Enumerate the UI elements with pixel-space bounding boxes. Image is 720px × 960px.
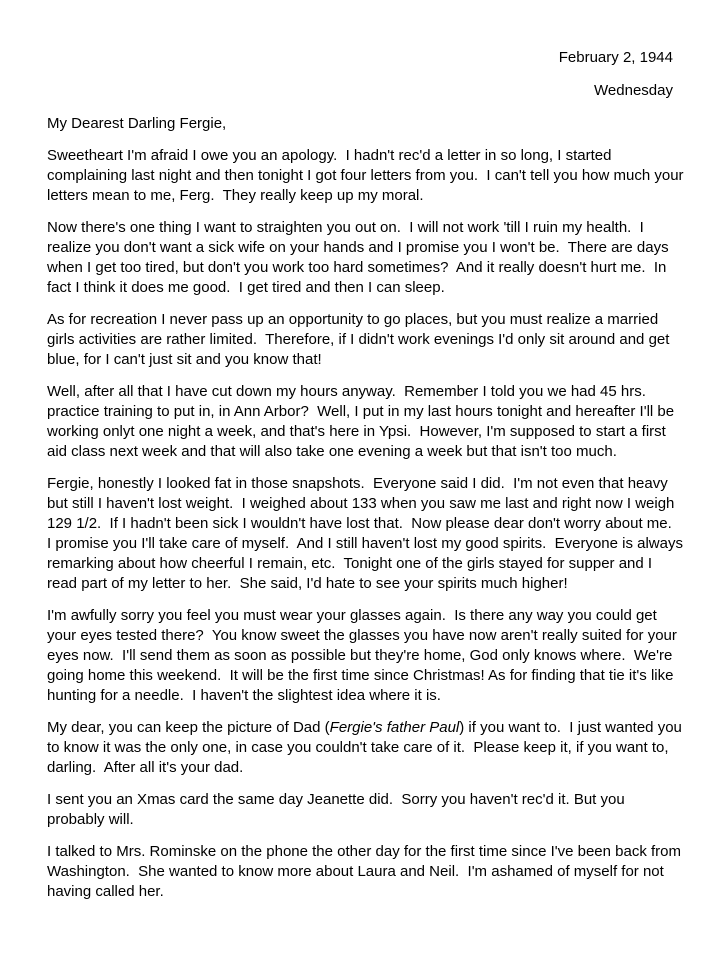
letter-line: complaining last night and then tonight I got four letters from you. I can't tell you how much your [47,167,684,184]
letter-line: realize you don't want a sick wife on your hands and I promise you I won't be. There are days [47,239,669,256]
editor-note-italic: Fergie's father Paul [329,719,460,736]
letter-line: I promise you I'll take care of myself. And I still haven't lost my good spirits. Everyone is always [47,535,683,552]
letter-line [47,718,682,738]
letter-paragraph [47,718,682,778]
letter-line: blue, for I can't just sit and you know that! [47,351,322,368]
letter-day: Wednesday [594,82,673,99]
letter-line: letters mean to me, Ferg. They really keep up my moral. [47,187,424,204]
letter-line: hunting for a needle. I haven't the slightest idea where it is. [47,687,441,704]
letter-line: having called her. [47,883,164,900]
letter-line: aid class next week and that will also take one evening a week but that isn't too much. [47,443,617,460]
letter-paragraph [47,382,673,462]
letter-paragraph [47,146,684,206]
letter-paragraphs [47,146,684,902]
letter-line: your eyes tested there? You know sweet the glasses you have now aren't really suited for your [47,627,677,644]
letter-line: darling. After all it's your dad. [47,759,244,776]
letter-paragraph [47,606,677,706]
letter-line: Fergie, honestly I looked fat in those snapshots. Everyone said I did. I'm not even that heavy [47,475,668,492]
letter-line: Sweetheart I'm afraid I owe you an apology. I hadn't rec'd a letter in so long, I started [47,147,612,164]
letter-date: February 2, 1944 [558,49,673,66]
letter-line: As for recreation I never pass up an opportunity to go places, but you must realize a married [47,311,659,328]
letter-salutation: My Dearest Darling Fergie, [47,115,227,132]
letter-line: I'm awfully sorry you feel you must wear your glasses again. Is there any way you could get [47,607,657,624]
letter-paragraph [47,790,673,830]
letter-line: 129 1/2. If I hadn't been sick I wouldn't have lost that. Now please dear don't worry about me. [47,515,672,532]
letter-line: Washington. She wanted to know more about Laura and Neil. I'm ashamed of myself for not [47,863,664,880]
letter-line: read part of my letter to her. She said, I'd hate to see your spirits much higher! [47,575,568,592]
letter-line: Now there's one thing I want to straighten you out on. I will not work 'till I ruin my health. I [47,219,644,236]
letter-text-segment: My dear, you can keep the picture of Dad ( [47,719,330,736]
letter-line: probably will. [47,811,134,828]
letter-line: fact I think it does me good. I get tired and then I can sleep. [47,279,445,296]
letter-line: going home this weekend. It will be the first time since Christmas! As for finding that tie it's like [47,667,674,684]
letter-line: eyes now. I'll send them as soon as possible but they're home, God only knows where. We're [47,647,673,664]
letter-line: Well, after all that I have cut down my hours anyway. Remember I told you we had 45 hrs. [47,383,646,400]
letter-line: but still I haven't lost weight. I weighed about 133 when you saw me last and right now I weigh [47,495,675,512]
letter-paragraph [47,842,682,902]
letter-line: I talked to Mrs. Rominske on the phone the other day for the first time since I've been back from [47,843,682,860]
letter-paragraph [47,474,683,594]
letter-line: to know it was the only one, in case you couldn't take care of it. Please keep it, if you want to, [47,739,669,756]
letter-line: when I get too tired, but don't you work too hard sometimes? And it really doesn't hurt me. In [47,259,667,276]
letter-line: working onlyt one night a week, and that's here in Ypsi. However, I'm supposed to start a first [47,423,666,440]
letter-paragraph [47,310,673,370]
letter-text-segment: ) if you want to. I just wanted you [459,719,682,736]
letter-paragraph [47,218,673,298]
letter-line: girls activities are rather limited. Therefore, if I didn't work evenings I'd only sit around and get [47,331,670,348]
letter-line: remarking about how cheerful I remain, etc. Tonight one of the girls stayed for supper and I [47,555,653,572]
letter-line: practice training to put in, in Ann Arbor? Well, I put in my last hours tonight and hereafter I'll be [47,403,675,420]
letter-line: I sent you an Xmas card the same day Jeanette did. Sorry you haven't rec'd it. But you [47,791,625,808]
